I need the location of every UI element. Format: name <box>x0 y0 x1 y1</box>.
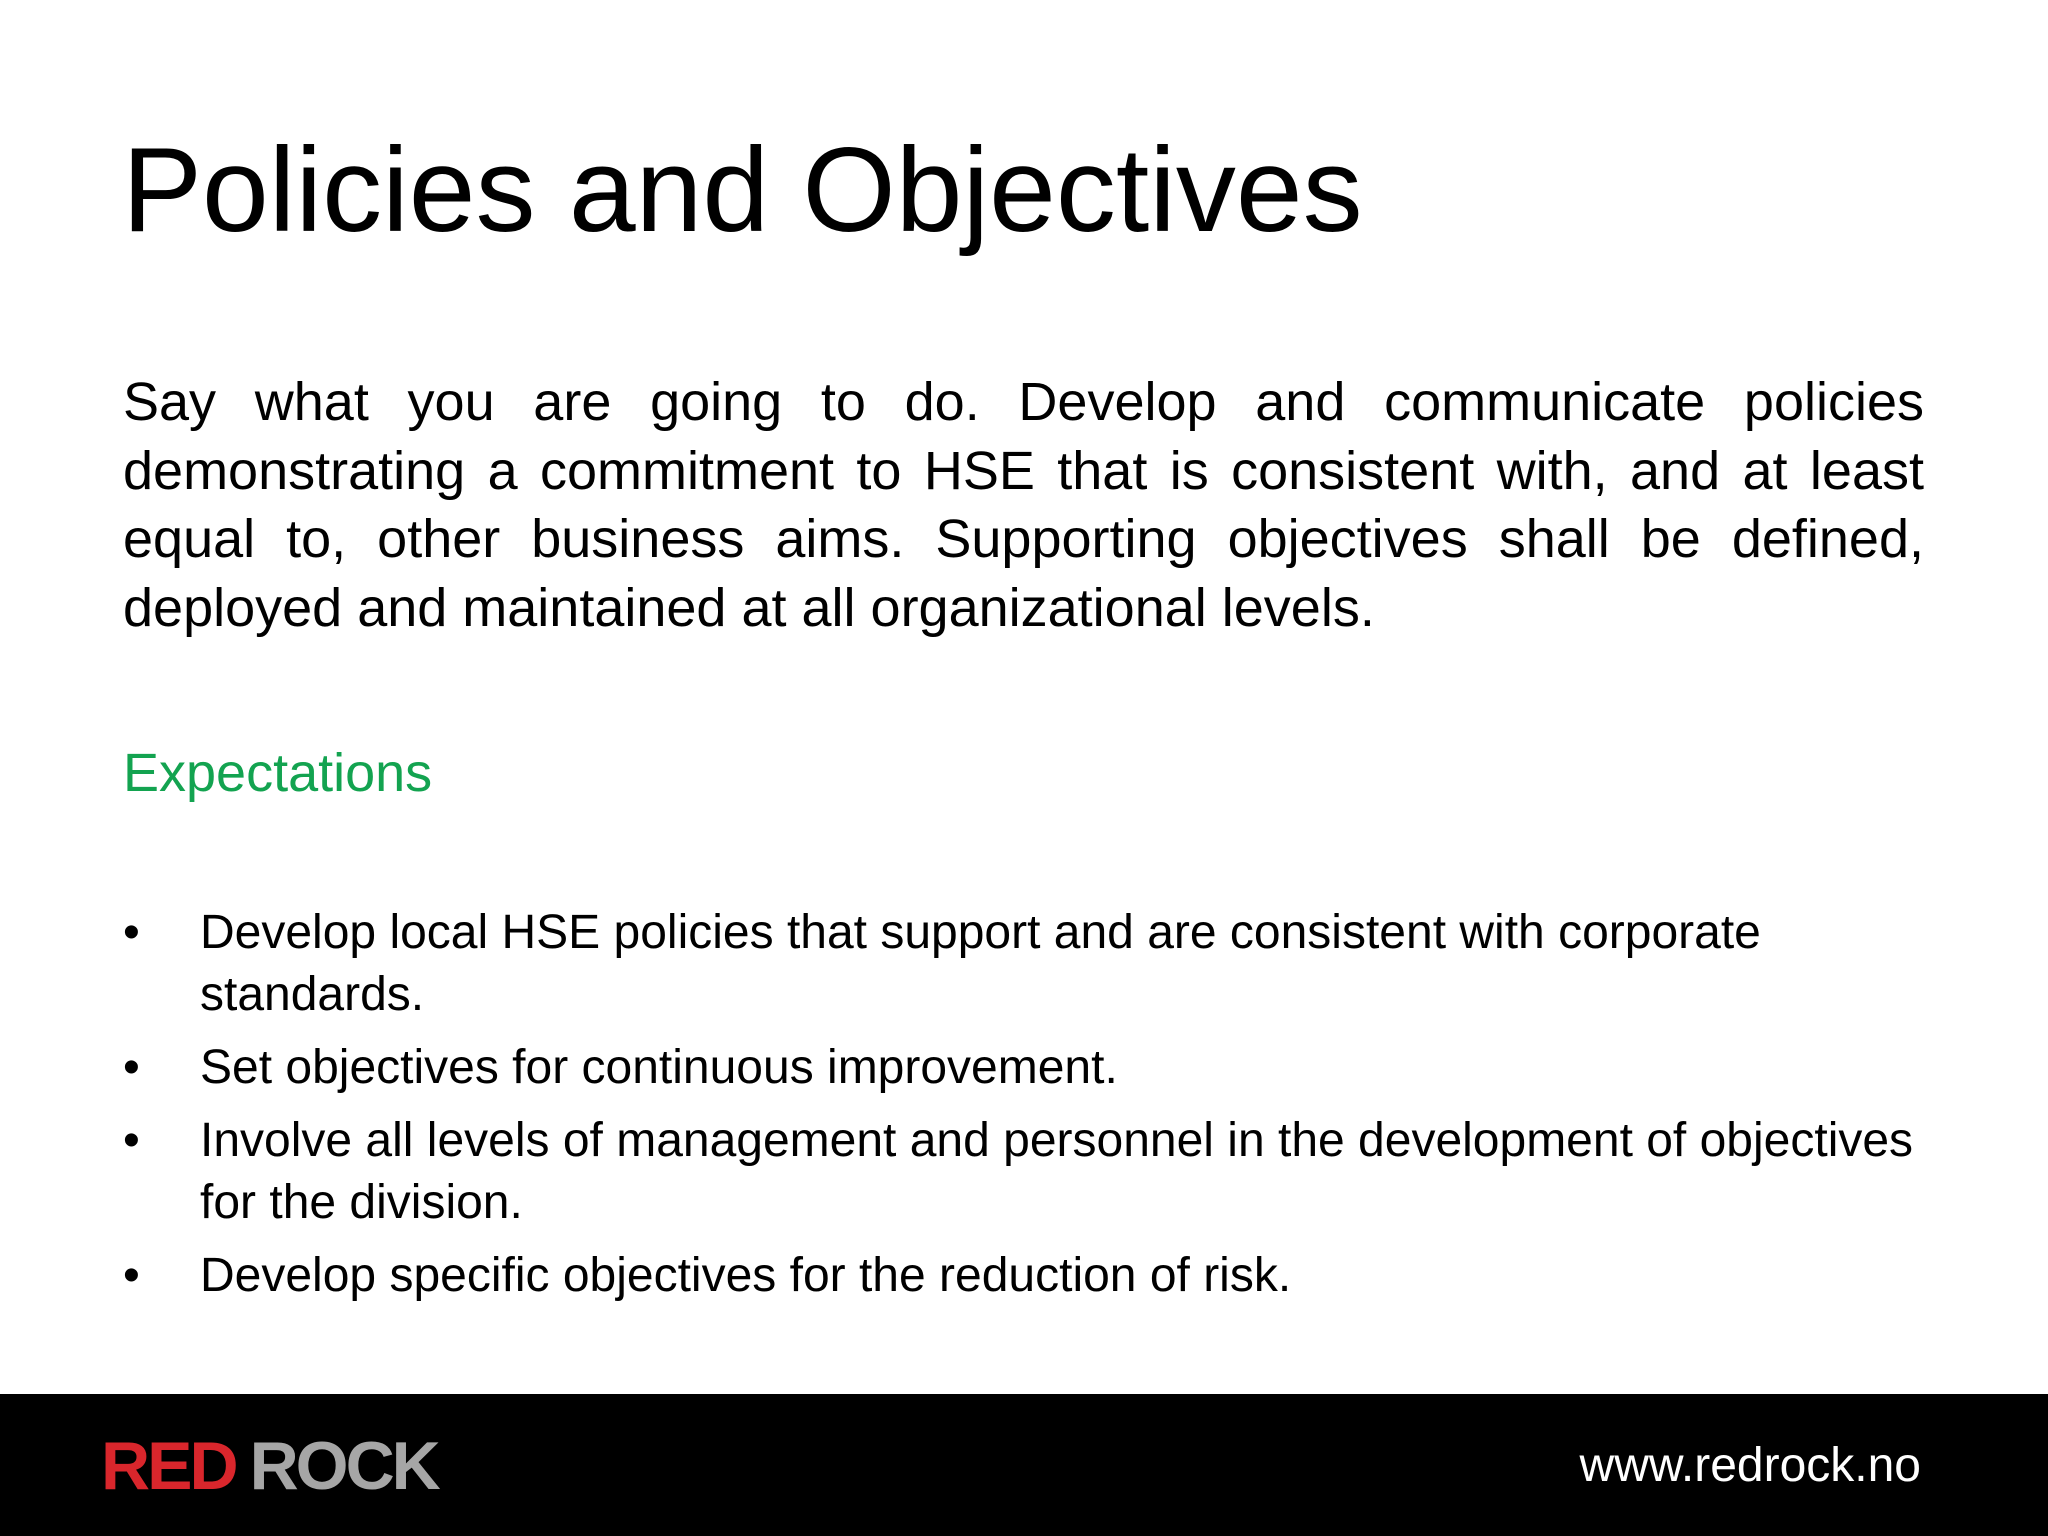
footer-bar <box>0 1394 2048 1536</box>
list-item <box>123 1110 1923 1234</box>
logo-red-text: RED <box>101 1428 236 1504</box>
bullet-icon: • <box>123 1114 140 1167</box>
website-link[interactable]: www.redrock.no <box>1579 1439 1921 1492</box>
list-item-text: Set objectives for continuous improvement. <box>200 1041 1118 1094</box>
list-item <box>123 1245 1923 1307</box>
list-item <box>123 902 1923 1026</box>
list-item <box>123 1037 1923 1099</box>
intro-paragraph: Say what you are going to do. Develop and communicate policies demonstrating a commitment to HSE that is consistent with, and at least equal to, other business aims. Supporting objectives shall be defined, deployed and maintained at all organizational levels. <box>123 372 1924 638</box>
list-item-text: Involve all levels of management and personnel in the development of objectives for the division. <box>200 1114 1914 1229</box>
slide-title: Policies and Objectives <box>122 123 1363 257</box>
expectations-heading: Expectations <box>123 743 433 803</box>
list-item-text: Develop local HSE policies that support and are consistent with corporate standards. <box>200 906 1761 1021</box>
bullet-icon: • <box>123 906 140 959</box>
logo-rock-text: ROCK <box>249 1428 438 1504</box>
list-item-text: Develop specific objectives for the reduction of risk. <box>200 1249 1292 1302</box>
red-rock-logo <box>101 1430 438 1502</box>
bullet-icon: • <box>123 1041 140 1094</box>
bullet-icon: • <box>123 1249 140 1302</box>
expectations-list <box>123 902 1923 1318</box>
